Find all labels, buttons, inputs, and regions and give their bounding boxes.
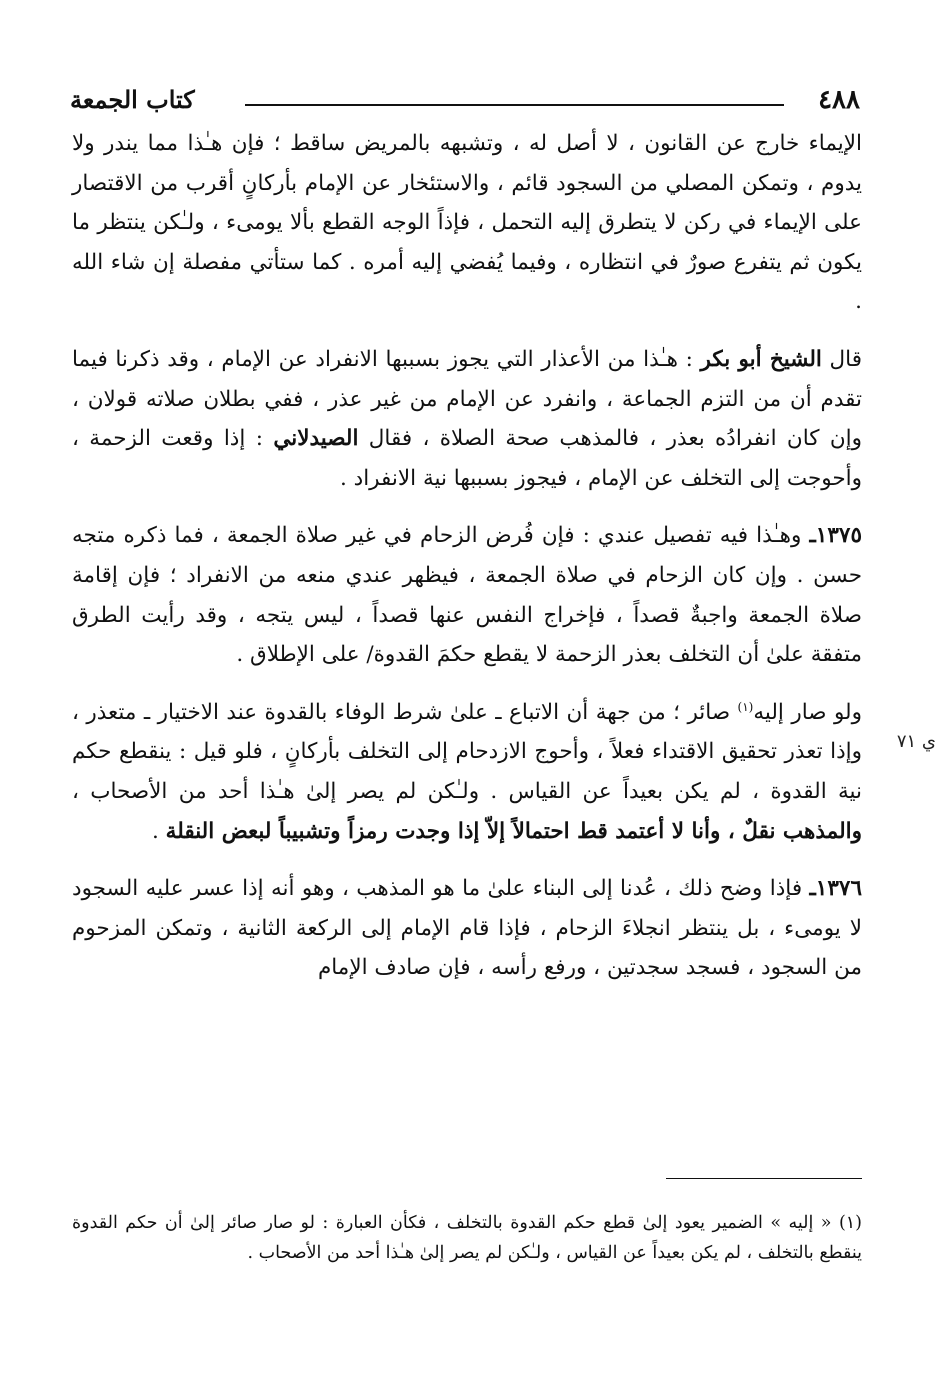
paragraph-1-text: الإيماء خارج عن القانون ، لا أصل له ، وتشبهه بالمريض ساقط ؛ فإن هـٰذا مما يندر ولا يدوم ، وتمكن المصلي من السجود قائم ، والاستئخار عن الإمام بأركانٍ أقرب من الاقتصار على الإيماء في ركن لا يتطرق إليه التحمل ، فإذاً الوجه القطع بألا يومىء ، ولـٰكن ينتظر ما يكون ثم يتفرع صورٌ في انتظاره ، وفيما يُفضي إليه أمره . كما ستأتي مفصلة إن شاء الله . — [72, 131, 862, 315]
running-title: كتاب الجمعة — [70, 85, 195, 114]
main-text — [72, 124, 862, 1006]
footnotes — [72, 1208, 862, 1268]
paragraph-number-1375: ١٣٧٥ـ — [809, 523, 862, 549]
paragraph-4-middle: صائر ؛ من جهة أن الاتباع ـ علىٰ شرط الوفاء بالقدوة عند الاختيار ـ متعذر ، وإذا تعذر تحقيق الاقتداء فعلاً ، وأحوج الازدحام إلى التخلف بأركانٍ ، فلو قيل : ينقطع حكم نية القدوة ، لم يكن بعيداً عن القياس . ولـٰكن لم يصر إلىٰ هـٰذا أحد من الأصحاب ، — [72, 699, 862, 804]
footnote-1-text: « إليه » الضمير يعود إلىٰ قطع حكم القدوة بالتخلف ، فكأن العبارة : لو صار صائر إلىٰ أن حكم القدوة ينقطع بالتخلف ، لم يكن بعيداً عن القياس ، ولـٰكن لم يصر إلىٰ هـٰذا أحد من الأصحاب . — [72, 1213, 862, 1263]
paragraph-2-lead: قال — [821, 346, 862, 372]
margin-note: ي ٧١ — [896, 731, 936, 752]
paragraph-4-end: . — [152, 818, 166, 844]
paragraph-2-tail: : إذا وقعت الزحمة ، وأحوجت إلى التخلف عن الإمام ، فيجوز بسببها نية الانفراد . — [72, 426, 862, 491]
paragraph-4-bold: والمذهب نقلٌ ، وأنا لا أعتمد قط احتمالاً إلاّ إذا وجدت رمزاً وتشبيباً لبعض النقلة — [165, 818, 862, 844]
page-header — [70, 82, 862, 118]
header-rule — [245, 104, 784, 106]
paragraph-2 — [72, 340, 862, 498]
paragraph-5 — [72, 869, 862, 988]
paragraph-3-text: وهـٰذا فيه تفصيل عندي : فإن فُرض الزحام في غير صلاة الجمعة ، فما ذكره متجه حسن . وإن كان الزحام في صلاة الجمعة ، فيظهر عندي منعه من الانفراد ؛ فإن إقامة صلاة الجمعة واجبةٌ قصداً ، فإخراج النفس عنها قصداً ، ليس يتجه ، وقد رأيت الطرق متفقة علىٰ أن التخلف بعذر الزحمة لا يقطع حكمَ القدوة/ على الإطلاق . — [72, 523, 862, 668]
paragraph-number-1376: ١٣٧٦ـ — [809, 876, 862, 902]
paragraph-4-start: ولو صار إليه — [753, 699, 862, 725]
paragraph-3 — [72, 516, 862, 674]
paragraph-5-text: فإذا وضح ذلك ، عُدنا إلى البناء علىٰ ما هو المذهب ، وهو أنه إذا عسر عليه السجود لا يومىء ، بل ينتظر انجلاءَ الزحام ، فإذا قام الإمام إلى الركعة الثانية ، وتمكن المزحوم من السجود ، فسجد سجدتين ، ورفع رأسه ، فإن صادف الإمام — [72, 876, 862, 981]
paragraph-4 — [72, 693, 862, 851]
scholar-name-abu-bakr: الشيخ أبو بكر — [700, 346, 822, 372]
paragraph-1 — [72, 124, 862, 322]
footnote-reference[interactable]: (١) — [737, 699, 754, 714]
paragraph-2-middle: : هـٰذا من الأعذار التي يجوز بسببها الانفراد عن الإمام ، وقد ذكرنا فيما تقدم أن من التزم الجماعة ، وانفرد عن الإمام من غير عذر ، ففي بطلان صلاته قولان ، وإن كان انفرادُه بعذر ، فالمذهب صحة الصلاة ، فقال — [72, 346, 862, 452]
page-number: ٤٨٨ — [818, 85, 860, 115]
footnote-1-marker: (١) — [838, 1213, 862, 1233]
footnote-separator — [666, 1178, 862, 1179]
scholar-name-saydalani: الصيدلاني — [273, 426, 359, 452]
footnote-1 — [72, 1208, 862, 1268]
